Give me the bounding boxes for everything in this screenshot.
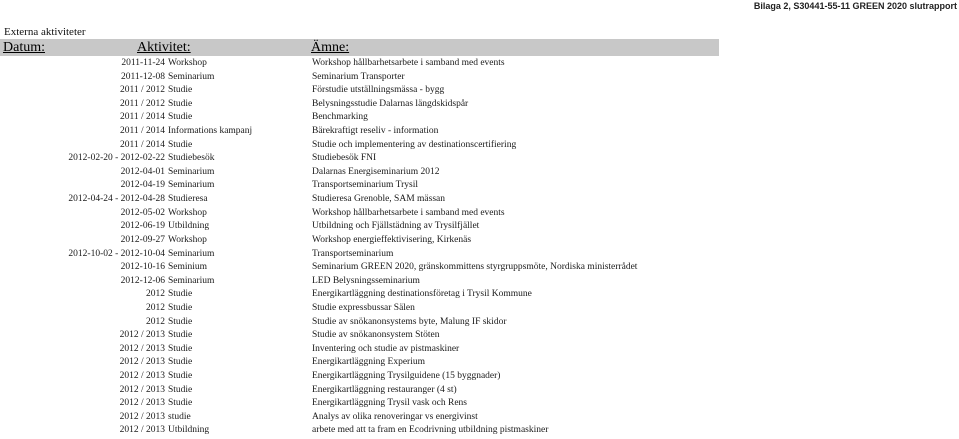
row-subject: LED Belysningsseminarium	[312, 275, 420, 286]
row-activity: studie	[168, 411, 191, 422]
row-date: 2012-02-20 - 2012-02-22	[68, 153, 165, 164]
row-activity: Studie	[168, 371, 193, 382]
row-date: 2012 / 2013	[119, 425, 165, 436]
row-subject: Seminarium Transporter	[312, 71, 405, 82]
row-date: 2012 / 2013	[119, 330, 165, 341]
row-subject: Bärekraftigt reseliv - information	[312, 126, 439, 137]
row-subject: Energikartläggning Experium	[312, 357, 426, 368]
row-date: 2012-06-19	[120, 221, 165, 232]
row-activity: Seminarium	[168, 248, 215, 259]
row-subject: Belysningsstudie Dalarnas längdskidspår	[312, 98, 469, 109]
row-activity: Studie	[168, 330, 193, 341]
table-row	[0, 356, 959, 370]
row-subject: Workshop hållbarhetsarbete i samband med events	[312, 58, 505, 68]
row-date: 2012-10-02 - 2012-10-04	[68, 248, 165, 259]
row-activity: Studie	[168, 139, 193, 150]
row-activity: Studieresa	[168, 194, 208, 205]
table-row	[0, 125, 959, 139]
row-date: 2012 / 2013	[119, 411, 165, 422]
row-subject: Transportseminarium Trysil	[312, 180, 419, 191]
table-row	[0, 288, 959, 302]
row-date: 2011 / 2014	[119, 126, 165, 137]
row-date: 2011 / 2014	[119, 112, 165, 123]
activity-table-body	[0, 57, 959, 438]
row-subject: Inventering och studie av pistmaskiner	[312, 343, 460, 354]
row-date: 2012-04-01	[120, 166, 165, 177]
row-subject: Studieresa Grenoble, SAM mässan	[312, 194, 445, 205]
table-row	[0, 424, 959, 438]
row-activity: Studie	[168, 398, 193, 409]
row-activity: Seminarium	[168, 180, 215, 191]
row-activity: Informations kampanj	[168, 126, 253, 137]
row-subject: Dalarnas Energiseminarium 2012	[312, 166, 440, 177]
row-activity: Studie	[168, 112, 193, 123]
document-header-note: Bilaga 2, S30441-55-11 GREEN 2020 slutrapport	[753, 1, 957, 11]
row-subject: Energikartläggning destinationsföretag i Trysil Kommune	[312, 289, 532, 300]
row-activity: Studiebesök	[168, 153, 215, 164]
row-date: 2012 / 2013	[119, 371, 165, 382]
row-activity: Workshop	[168, 207, 207, 218]
row-date: 2012-09-27	[120, 234, 165, 245]
row-subject: Transportseminarium	[312, 248, 394, 259]
row-subject: Benchmarking	[312, 112, 368, 123]
row-subject: Workshop hållbarhetsarbete i samband med events	[312, 207, 505, 218]
row-date: 2011 / 2012	[119, 85, 165, 96]
row-date: 2012	[146, 302, 165, 313]
row-subject: Energikartläggning Trysil vask och Rens	[312, 398, 467, 409]
row-activity: Studie	[168, 316, 193, 327]
table-row	[0, 193, 959, 207]
row-date: 2012-05-02	[120, 207, 165, 218]
row-activity: Studie	[168, 302, 193, 313]
table-row	[0, 207, 959, 221]
row-subject: Studie av snökanonsystem Stöten	[312, 330, 440, 341]
table-row	[0, 57, 959, 71]
table-row	[0, 384, 959, 398]
row-subject: Workshop energieffektivisering, Kirkenäs	[312, 234, 472, 245]
row-activity: Utbildning	[168, 221, 210, 232]
table-row	[0, 220, 959, 234]
table-row	[0, 98, 959, 112]
row-subject: Studie expressbussar Sälen	[312, 302, 415, 313]
table-row	[0, 261, 959, 275]
table-row	[0, 343, 959, 357]
row-activity: Seminium	[168, 262, 208, 273]
row-date: 2012 / 2013	[119, 343, 165, 354]
row-activity: Seminarium	[168, 71, 215, 82]
table-row	[0, 71, 959, 85]
row-activity: Studie	[168, 85, 193, 96]
row-activity: Seminarium	[168, 166, 215, 177]
table-row	[0, 152, 959, 166]
row-activity: Seminarium	[168, 275, 215, 286]
row-date: 2012 / 2013	[119, 357, 165, 368]
row-subject: Seminarium GREEN 2020, gränskommittens styrgruppsmöte, Nordiska ministerrådet	[312, 262, 638, 273]
row-date: 2011 / 2012	[119, 98, 165, 109]
table-row	[0, 139, 959, 153]
row-activity: Studie	[168, 384, 193, 395]
row-date: 2012	[146, 289, 165, 300]
row-date: 2012-10-16	[120, 262, 165, 273]
row-activity: Studie	[168, 357, 193, 368]
row-subject: Studie och implementering av destinationscertifiering	[312, 139, 517, 150]
table-row	[0, 248, 959, 262]
row-date: 2012 / 2013	[119, 384, 165, 395]
table-row	[0, 411, 959, 425]
table-row	[0, 166, 959, 180]
row-activity: Workshop	[168, 58, 207, 68]
column-header-subject: Ämne:	[311, 40, 350, 55]
table-row	[0, 179, 959, 193]
table-row	[0, 316, 959, 330]
row-subject: Studiebesök FNI	[312, 153, 377, 164]
table-header	[0, 39, 719, 56]
row-subject: Energikartläggning restauranger (4 st)	[312, 384, 457, 395]
row-date: 2011-12-08	[121, 71, 165, 82]
row-date: 2012-04-24 - 2012-04-28	[68, 194, 165, 205]
row-activity: Studie	[168, 343, 193, 354]
row-date: 2012-04-19	[120, 180, 165, 191]
column-header-date: Datum:	[3, 40, 45, 55]
row-date: 2011-11-24	[121, 58, 165, 68]
row-date: 2011 / 2014	[119, 139, 165, 150]
table-row	[0, 329, 959, 343]
row-subject: arbete med att ta fram en Ecodrivning utbildning pistmaskiner	[312, 425, 549, 436]
table-row	[0, 370, 959, 384]
row-subject: Studie av snökanonsystems byte, Malung IF skidor	[312, 316, 507, 327]
section-title: Externa aktiviteter	[4, 26, 86, 38]
table-row	[0, 397, 959, 411]
table-row	[0, 234, 959, 248]
column-header-activity: Aktivitet:	[137, 40, 191, 55]
row-date: 2012	[146, 316, 165, 327]
table-row	[0, 111, 959, 125]
row-date: 2012-12-06	[120, 275, 165, 286]
row-subject: Utbildning och Fjällstädning av Trysilfjället	[312, 221, 480, 232]
row-activity: Workshop	[168, 234, 207, 245]
table-row	[0, 275, 959, 289]
row-subject: Analys av olika renoveringar vs energivinst	[312, 411, 478, 422]
table-row	[0, 302, 959, 316]
row-activity: Studie	[168, 289, 193, 300]
row-subject: Energikartläggning Trysilguidene (15 byggnader)	[312, 371, 501, 382]
row-subject: Förstudie utställningsmässa - bygg	[312, 85, 445, 96]
row-activity: Utbildning	[168, 425, 210, 436]
row-date: 2012 / 2013	[119, 398, 165, 409]
table-row	[0, 84, 959, 98]
row-activity: Studie	[168, 98, 193, 109]
